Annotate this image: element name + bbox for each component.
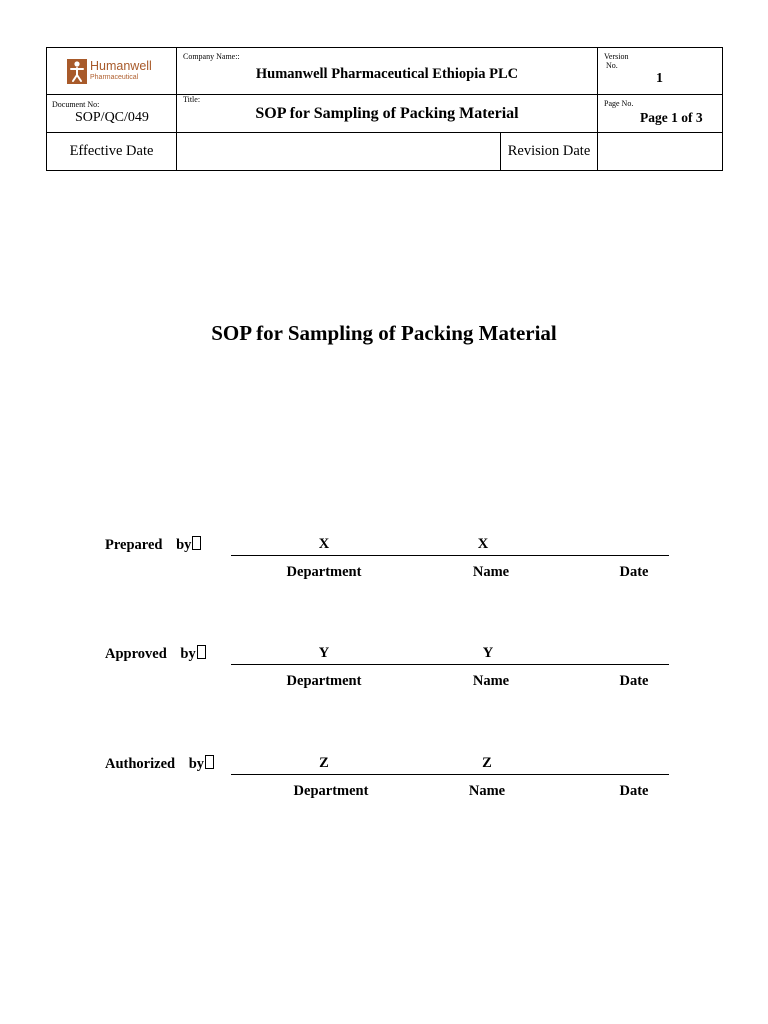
revision-date-label-cell [501, 133, 598, 171]
version-cell [598, 48, 723, 95]
name-value: X [477, 536, 489, 552]
name-value: Z [482, 755, 492, 771]
department-value: Z [319, 755, 329, 771]
revision-date-value-cell [598, 133, 723, 171]
role-label: Prepared by [105, 536, 201, 554]
effective-date-value-cell [177, 133, 501, 171]
department-value: X [318, 536, 330, 552]
pageno-value: Page 1 of 3 [640, 110, 703, 125]
prepared-by-block [0, 536, 768, 596]
company-name: Humanwell Pharmaceutical Ethiopia PLC [255, 66, 519, 82]
docno-cell [47, 95, 177, 133]
date-label: Date [619, 783, 649, 799]
checkbox-glyph-icon [205, 755, 214, 769]
effective-date-label: Effective Date [69, 143, 154, 159]
department-label: Department [293, 783, 369, 799]
logo-name: Humanwell [90, 58, 152, 73]
company-label: Company Name:: [183, 52, 240, 61]
name-value: Y [482, 645, 494, 661]
logo-cell [47, 48, 177, 95]
signature-line [231, 664, 669, 665]
version-value: 1 [656, 71, 663, 86]
title-cell [177, 95, 598, 133]
department-value: Y [318, 645, 330, 661]
checkbox-glyph-icon [197, 645, 206, 659]
document-header-table [46, 47, 723, 171]
role-label: Approved by [105, 645, 206, 663]
company-logo [67, 59, 152, 84]
checkbox-glyph-icon [192, 536, 201, 550]
date-label: Date [619, 673, 649, 689]
pageno-label: Page No. [604, 99, 634, 108]
signature-line [231, 555, 669, 556]
title-label: Title: [183, 95, 201, 104]
department-label: Department [286, 673, 362, 689]
role-label: Authorized by [105, 755, 214, 773]
effective-date-label-cell [47, 133, 177, 171]
docno-label: Document No: [52, 100, 100, 109]
name-label: Name [472, 673, 510, 689]
authorized-by-block [0, 755, 768, 815]
revision-date-label: Revision Date [507, 143, 591, 159]
name-label: Name [468, 783, 506, 799]
approved-by-block [0, 645, 768, 705]
company-cell [177, 48, 598, 95]
name-label: Name [472, 564, 510, 580]
logo-subtitle: Pharmaceutical [90, 73, 139, 81]
pageno-cell [598, 95, 723, 133]
title-value: SOP for Sampling of Packing Material [255, 105, 519, 122]
version-label: Version No. [604, 52, 629, 70]
department-label: Department [286, 564, 362, 580]
document-main-title: SOP for Sampling of Packing Material [211, 321, 557, 345]
date-label: Date [619, 564, 649, 580]
signature-line [231, 774, 669, 775]
humanwell-logo-icon [67, 59, 87, 84]
docno-value: SOP/QC/049 [75, 110, 149, 125]
